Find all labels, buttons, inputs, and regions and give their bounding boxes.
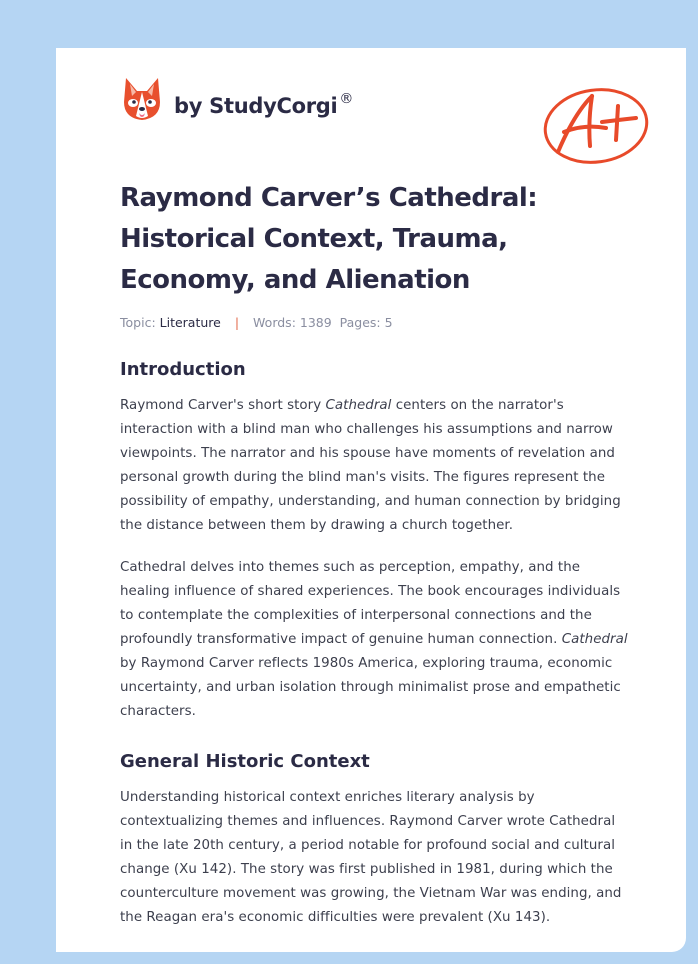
book-title-italic: Cathedral [325,398,392,413]
topic-link[interactable]: Literature [159,315,221,330]
section-heading-historic-context: General Historic Context [120,751,370,772]
header [120,76,640,156]
article [120,178,630,930]
section-heading-introduction: Introduction [120,359,246,380]
paragraph: Understanding historical context enriches literary analysis by contextualizing themes and influences. Raymond Carver wrote Cathedral in the late 20th century, a period notable for profound social and cultural change (Xu 142). The story was first published in 1981, during which the counterculture movement was growing, the Vietnam War was ending, and the Reagan era's economic difficulties were prevalent (Xu 143). [120,790,622,925]
article-meta [120,315,630,330]
word-count: Words: 1389 [253,315,332,330]
page-count: Pages: 5 [339,315,393,330]
paragraph-text: Raymond Carver's short story [120,398,326,413]
brand-text: by StudyCorgi [174,94,338,118]
paragraph [120,556,630,724]
grade-mark-text: A+ [540,84,542,85]
article-title: Raymond Carver’s Cathedral: Historical Context, Trauma, Economy, and Alienation [120,183,538,295]
paragraph [120,394,630,538]
book-title-italic: Cathedral [561,632,628,647]
brand-name[interactable] [174,93,353,118]
registered-mark: ® [339,91,354,107]
topic-label: Topic: [120,315,156,330]
document-page [56,48,686,952]
meta-separator: | [234,315,240,330]
a-plus-grade-icon [540,84,652,170]
paragraph-text: centers on the narrator's interaction with a blind man who challenges his assumptions and narrow viewpoints. The narrator and his spouse have moments of revelation and personal growth during the blind man's visits. The figures represent the possibility of empathy, understanding, and human connection by bridging the distance between them by drawing a church together. [120,398,621,533]
corgi-logo-icon[interactable] [122,76,162,122]
paragraph-text: by Raymond Carver reflects 1980s America, exploring trauma, economic uncertainty, and urban isolation through minimalist prose and empathetic characters. [120,656,621,719]
paragraph-text: Cathedral delves into themes such as perception, empathy, and the healing influence of shared experiences. The book encourages individuals to contemplate the complexities of interpersonal connections and the profoundly transformative impact of genuine human connection. [120,560,621,647]
